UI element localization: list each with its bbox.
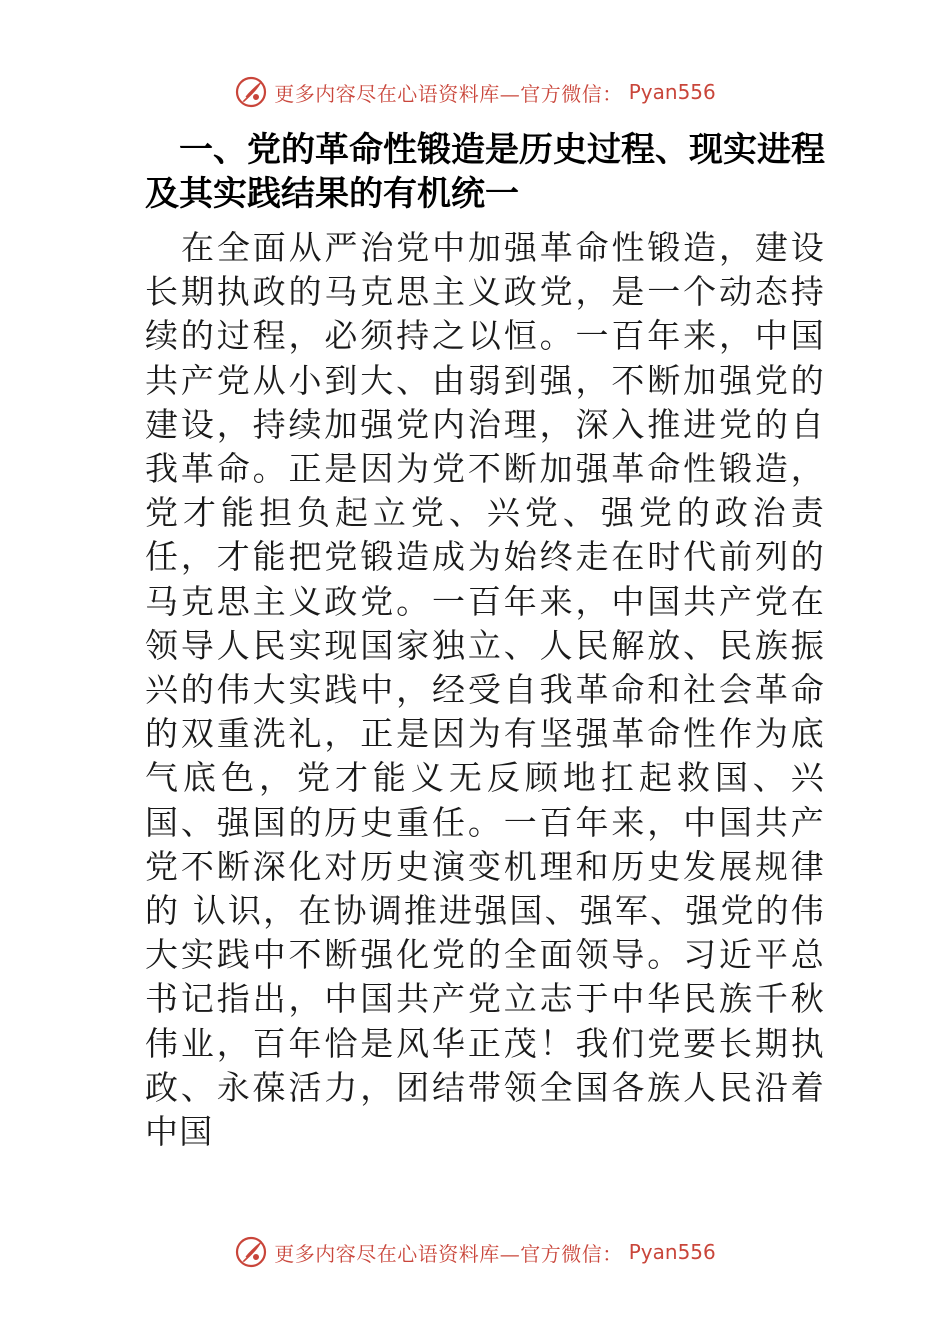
header-banner-text: 更多内容尽在心语资料库—官方微信： xyxy=(274,81,623,106)
quill-pen-logo-icon xyxy=(234,75,268,109)
footer-banner-wechat-id: Pyan556 xyxy=(628,1240,716,1264)
quill-pen-logo-icon xyxy=(234,1235,268,1269)
header-banner xyxy=(0,72,950,112)
section-heading: 一、党的革命性锻造是历史过程、现实进程及其实践结果的有机统一 xyxy=(145,130,825,214)
footer-banner-text: 更多内容尽在心语资料库—官方微信： xyxy=(274,1241,623,1266)
footer-banner xyxy=(0,1232,950,1272)
body-paragraph: 在全面从严治党中加强革命性锻造，建设长期执政的马克思主义政党，是一个动态持续的过程，必须持之以恒。一百年来，中国共产党从小到大、由弱到强，不断加强党的建设，持续加强党内治理，深入推进党的自我革命。正是因为党不断加强革命性锻造，党才能担负起立党、兴党、强党的政治责任，才能把党锻造成为始终走在时代前列的马克思主义政党。一百年来，中国共产党在领导人民实现国家独立、人民解放、民族振兴的伟大实践中，经受自我革命和社会革命的双重洗礼，正是因为有坚强革命性作为底气底色，党才能义无反顾地扛起救国、兴国、强国的历史重任。一百年来，中国共产党不断深化对历史演变机理和历史发展规律的 认识，在协调推进强国、强军、强党的伟大实践中不断强化党的全面领导。习近平总书记指出，中国共产党立志于中华民族千秋伟业，百年恰是风华正茂！我们党要长期执政、永葆活力，团结带领全国各族人民沿着中国 xyxy=(145,228,825,1152)
header-banner-wechat-id: Pyan556 xyxy=(628,80,716,104)
